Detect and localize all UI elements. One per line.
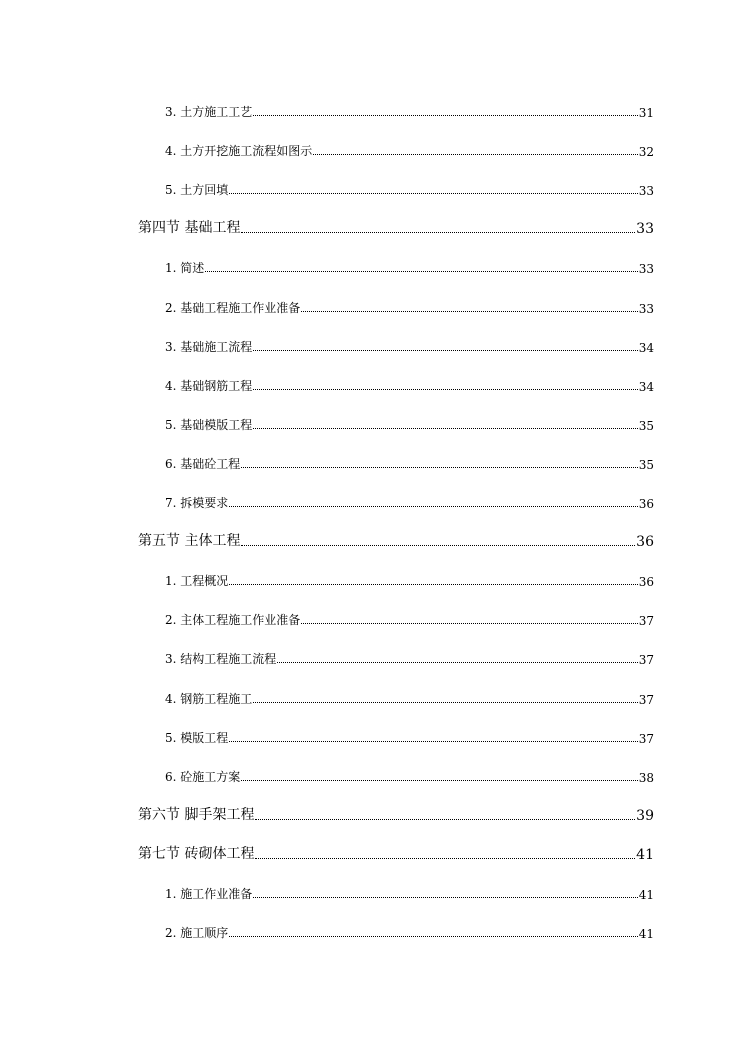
toc-leader-dots [229, 936, 637, 937]
toc-page-number: 37 [638, 732, 654, 746]
toc-leader-dots [253, 428, 637, 429]
toc-label: 2. 施工顺序 [165, 926, 229, 940]
toc-page-number: 33 [638, 302, 654, 316]
toc-label: 6. 基础砼工程 [165, 457, 241, 471]
toc-leader-dots [313, 154, 637, 155]
toc-label: 1. 工程概况 [165, 574, 229, 588]
toc-page-number: 35 [638, 419, 654, 433]
toc-leader-dots [229, 193, 637, 194]
toc-item-row[interactable] [165, 921, 654, 941]
toc-item-row[interactable] [165, 608, 654, 628]
toc-leader-dots [255, 858, 635, 859]
toc-item-row[interactable] [165, 178, 654, 198]
toc-item-row[interactable] [165, 726, 654, 746]
toc-leader-dots [241, 545, 635, 546]
toc-leader-dots [229, 506, 637, 507]
toc-label: 3. 基础施工流程 [165, 340, 253, 354]
toc-leader-dots [253, 389, 637, 390]
toc-item-row[interactable] [165, 765, 654, 785]
toc-item-row[interactable] [165, 413, 654, 433]
toc-item-row[interactable] [165, 374, 654, 394]
toc-leader-dots [301, 311, 637, 312]
toc-label: 第七节 砖砌体工程 [138, 846, 255, 862]
toc-leader-dots [241, 780, 637, 781]
toc-page-number: 41 [636, 847, 654, 863]
toc-leader-dots [253, 115, 637, 116]
toc-page-number: 36 [638, 497, 654, 511]
toc-item-row[interactable] [165, 687, 654, 707]
toc-section-row[interactable] [138, 804, 654, 824]
toc-leader-dots [301, 623, 637, 624]
toc-label: 第五节 主体工程 [138, 533, 241, 549]
toc-item-row[interactable] [165, 882, 654, 902]
toc-section-row[interactable] [138, 217, 654, 237]
toc-item-row[interactable] [165, 647, 654, 667]
toc-label: 5. 模版工程 [165, 731, 229, 745]
toc-page-number: 33 [636, 221, 654, 237]
toc-leader-dots [241, 232, 635, 233]
toc-page-number: 33 [638, 184, 654, 198]
toc-page-number: 36 [636, 534, 654, 550]
toc-page-number: 32 [638, 145, 654, 159]
toc-label: 1. 简述 [165, 261, 205, 275]
toc-leader-dots [241, 467, 637, 468]
toc-leader-dots [253, 702, 637, 703]
toc-label: 5. 基础模版工程 [165, 418, 253, 432]
toc-page-number: 37 [638, 614, 654, 628]
toc-page-number: 36 [638, 575, 654, 589]
toc-page-number: 35 [638, 458, 654, 472]
toc-item-row[interactable] [165, 569, 654, 589]
toc-page-number: 34 [638, 341, 654, 355]
toc-label: 3. 土方施工工艺 [165, 105, 253, 119]
toc-item-row[interactable] [165, 139, 654, 159]
toc-page-number: 31 [638, 106, 654, 120]
toc-leader-dots [229, 584, 637, 585]
toc-item-row[interactable] [165, 491, 654, 511]
toc-page-number: 34 [638, 380, 654, 394]
toc-label: 3. 结构工程施工流程 [165, 652, 277, 666]
toc-leader-dots [229, 741, 637, 742]
toc-label: 4. 土方开挖施工流程如图示 [165, 144, 313, 158]
toc-leader-dots [253, 897, 637, 898]
toc-item-row[interactable] [165, 100, 654, 120]
toc-label: 1. 施工作业准备 [165, 887, 253, 901]
toc-page-number: 41 [638, 888, 654, 902]
toc-leader-dots [205, 271, 637, 272]
toc-item-row[interactable] [165, 256, 654, 276]
toc-label: 5. 土方回填 [165, 183, 229, 197]
toc-leader-dots [255, 819, 635, 820]
toc-label: 6. 砼施工方案 [165, 770, 241, 784]
toc-page-number: 37 [638, 693, 654, 707]
toc-label: 4. 钢筋工程施工 [165, 692, 253, 706]
toc-section-row[interactable] [138, 843, 654, 863]
toc-label: 2. 基础工程施工作业准备 [165, 301, 301, 315]
toc-label: 2. 主体工程施工作业准备 [165, 613, 301, 627]
toc-page-number: 39 [636, 808, 654, 824]
toc-label: 7. 拆模要求 [165, 496, 229, 510]
toc-label: 第六节 脚手架工程 [138, 807, 255, 823]
toc-item-row[interactable] [165, 335, 654, 355]
toc-page-number: 38 [638, 771, 654, 785]
toc-page-number: 41 [638, 927, 654, 941]
toc-leader-dots [277, 662, 637, 663]
toc-label: 第四节 基础工程 [138, 220, 241, 236]
toc-label: 4. 基础钢筋工程 [165, 379, 253, 393]
toc-leader-dots [253, 350, 637, 351]
toc-page-number: 33 [638, 262, 654, 276]
toc-section-row[interactable] [138, 530, 654, 550]
toc-item-row[interactable] [165, 452, 654, 472]
toc-item-row[interactable] [165, 296, 654, 316]
toc-page-number: 37 [638, 653, 654, 667]
